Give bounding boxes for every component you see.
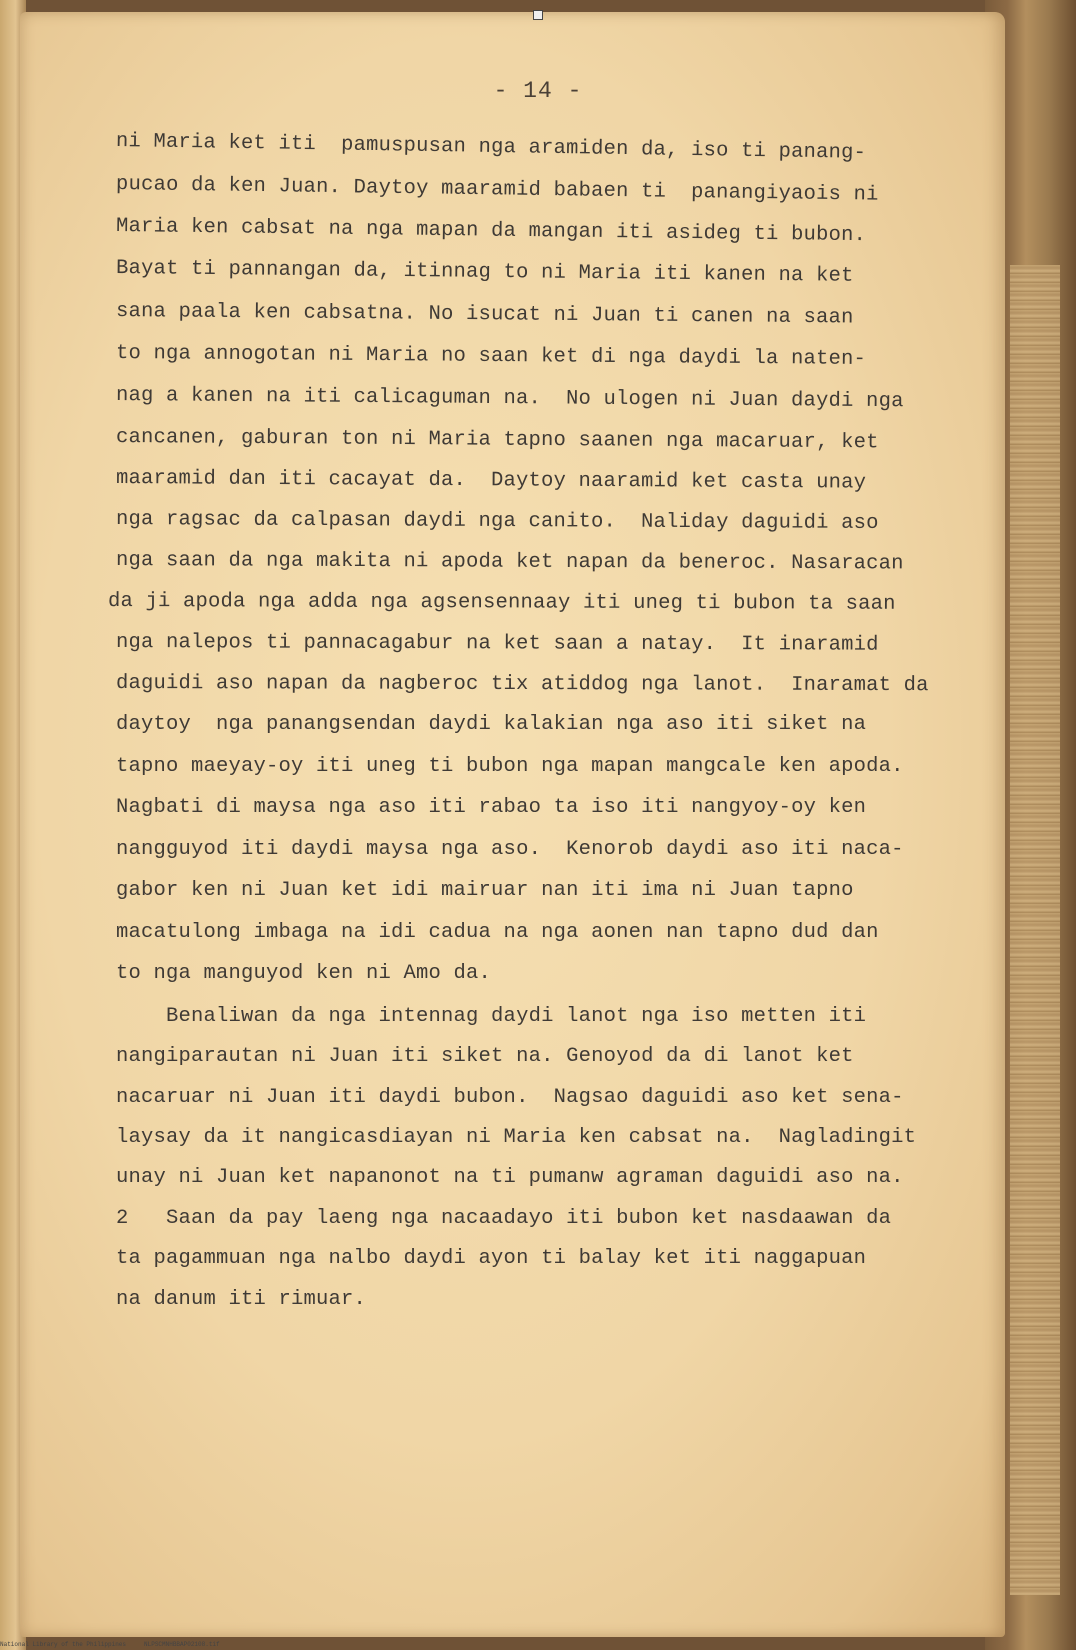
text-line: sana paala ken cabsatna. No isucat ni Juan ti canen na saan <box>115 300 854 330</box>
text-line: daguidi aso napan da nagberoc tix atiddog nga lanot. Inaramat da <box>115 672 929 698</box>
text-line: Maria ken cabsat na nga mapan da mangan iti asideg ti bubon. <box>115 215 867 248</box>
text-line: nga saan da nga makita ni apoda ket napan da beneroc. Nasaracan <box>115 549 904 576</box>
text-line: nga ragsac da calpasan daydi nga canito. Naliday daguidi aso <box>115 508 879 535</box>
text-line: nga nalepos ti pannacagabur na ket saan a natay. It inaramid <box>115 631 879 657</box>
text-line: macatulong imbaga na idi cadua na nga aonen nan tapno dud dan <box>116 921 879 944</box>
text-line: Bayat ti pannangan da, itinnag to ni Maria iti kanen na ket <box>115 257 854 288</box>
text-line: daytoy nga panangsendan daydi kalakian nga aso iti siket na <box>116 713 867 736</box>
text-line: 2 Saan da pay laeng nga nacaadayo iti bubon ket nasdaawan da <box>116 1207 892 1230</box>
text-line: na danum iti rimuar. <box>116 1288 367 1311</box>
text-line: Nagbati di maysa nga aso iti rabao ta iso iti nangyoy-oy ken <box>116 796 867 819</box>
text-line: nacaruar ni Juan iti daydi bubon. Nagsao daguidi aso ket sena- <box>116 1086 904 1109</box>
text-line: pucao da ken Juan. Daytoy maaramid babaen ti panangiyaois ni <box>115 173 879 207</box>
text-line: nangguyod iti daydi maysa nga aso. Kenorob daydi aso iti naca- <box>116 838 904 861</box>
text-line: to nga annogotan ni Maria no saan ket di nga daydi la naten- <box>115 342 867 371</box>
document-page <box>20 12 1005 1637</box>
scan-footer-caption: National Library of the Philippines NLPSCMNHBBAP02108.tif <box>0 1641 220 1648</box>
text-line: ni Maria ket iti pamuspusan nga aramiden da, iso ti panang- <box>115 130 867 165</box>
text-line: gabor ken ni Juan ket idi mairuar nan iti ima ni Juan tapno <box>116 879 854 902</box>
text-line: Benaliwan da nga intennag daydi lanot nga iso metten iti <box>116 1005 867 1028</box>
text-line: tapno maeyay-oy iti uneg ti bubon nga mapan mangcale ken apoda. <box>116 755 904 778</box>
text-line: nag a kanen na iti calicaguman na. No ulogen ni Juan daydi nga <box>115 384 904 414</box>
frayed-page-edges <box>1010 265 1060 1595</box>
text-line: cancanen, gaburan ton ni Maria tapno saanen nga macaruar, ket <box>115 426 879 455</box>
text-line: nangiparautan ni Juan iti siket na. Genoyod da di lanot ket <box>116 1045 854 1068</box>
scan-marker-icon <box>533 10 543 20</box>
text-line: da ji apoda nga adda nga agsensennaay iti uneg ti bubon ta saan <box>107 590 896 616</box>
text-line: ta pagammuan nga nalbo daydi ayon ti balay ket iti naggapuan <box>116 1247 867 1270</box>
text-line: laysay da it nangicasdiayan ni Maria ken cabsat na. Nagladingit <box>116 1126 917 1149</box>
text-line: unay ni Juan ket napanonot na ti pumanw agraman daguidi aso na. <box>116 1166 904 1189</box>
page-number: - 14 - <box>493 78 583 104</box>
text-line: to nga manguyod ken ni Amo da. <box>116 962 492 985</box>
text-line: maaramid dan iti cacayat da. Daytoy naaramid ket casta unay <box>115 467 867 495</box>
